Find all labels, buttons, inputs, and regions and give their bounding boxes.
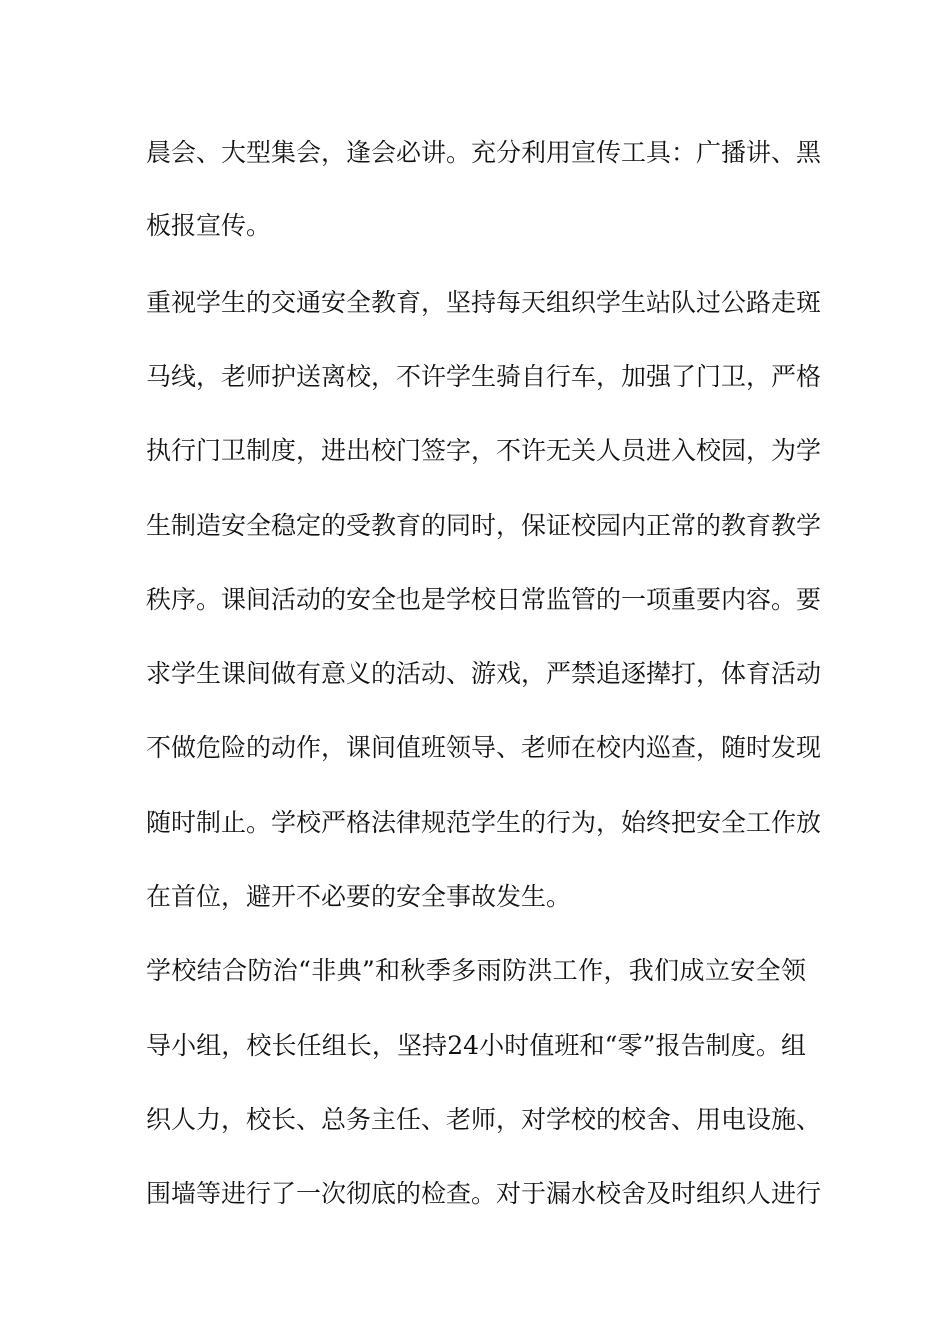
text-line-11: 在首位，避开不必要的安全事故发生。: [146, 882, 572, 911]
text-line-5: 执行门卫制度，进出校门签字，不许无关人员进入校园，为学: [146, 436, 822, 465]
text-line-8: 求学生课间做有意义的活动、游戏，严禁追逐撵打，体育活动: [146, 659, 822, 688]
text-line-7: 秩序。课间活动的安全也是学校日常监管的一项重要内容。要: [146, 585, 822, 614]
text-line-1: 晨会、大型集会，逢会必讲。充分利用宣传工具：广播讲、黑: [146, 138, 822, 167]
text-line-14: 织人力，校长、总务主任、老师，对学校的校舍、用电设施、: [146, 1105, 822, 1134]
text-line-6: 生制造安全稳定的受教育的同时，保证校园内正常的教育教学: [146, 511, 822, 540]
text-line-4: 马线，老师护送离校，不许学生骑自行车，加强了门卫，严格: [146, 362, 822, 391]
text-line-12: 学校结合防治“非典”和秋季多雨防洪工作，我们成立安全领: [146, 956, 806, 985]
text-line-9: 不做危险的动作，课间值班领导、老师在校内巡查，随时发现: [146, 733, 822, 762]
text-line-3: 重视学生的交通安全教育，坚持每天组织学生站队过公路走斑: [146, 288, 822, 317]
text-line-15: 围墙等进行了一次彻底的检查。对于漏水校舍及时组织人进行: [146, 1179, 822, 1208]
text-line-10: 随时制止。学校严格法律规范学生的行为，始终把安全工作放: [146, 808, 822, 837]
text-line-13: 导小组，校长任组长，坚持24小时值班和“零”报告制度。组: [146, 1031, 806, 1060]
text-line-2: 板报宣传。: [146, 211, 272, 240]
